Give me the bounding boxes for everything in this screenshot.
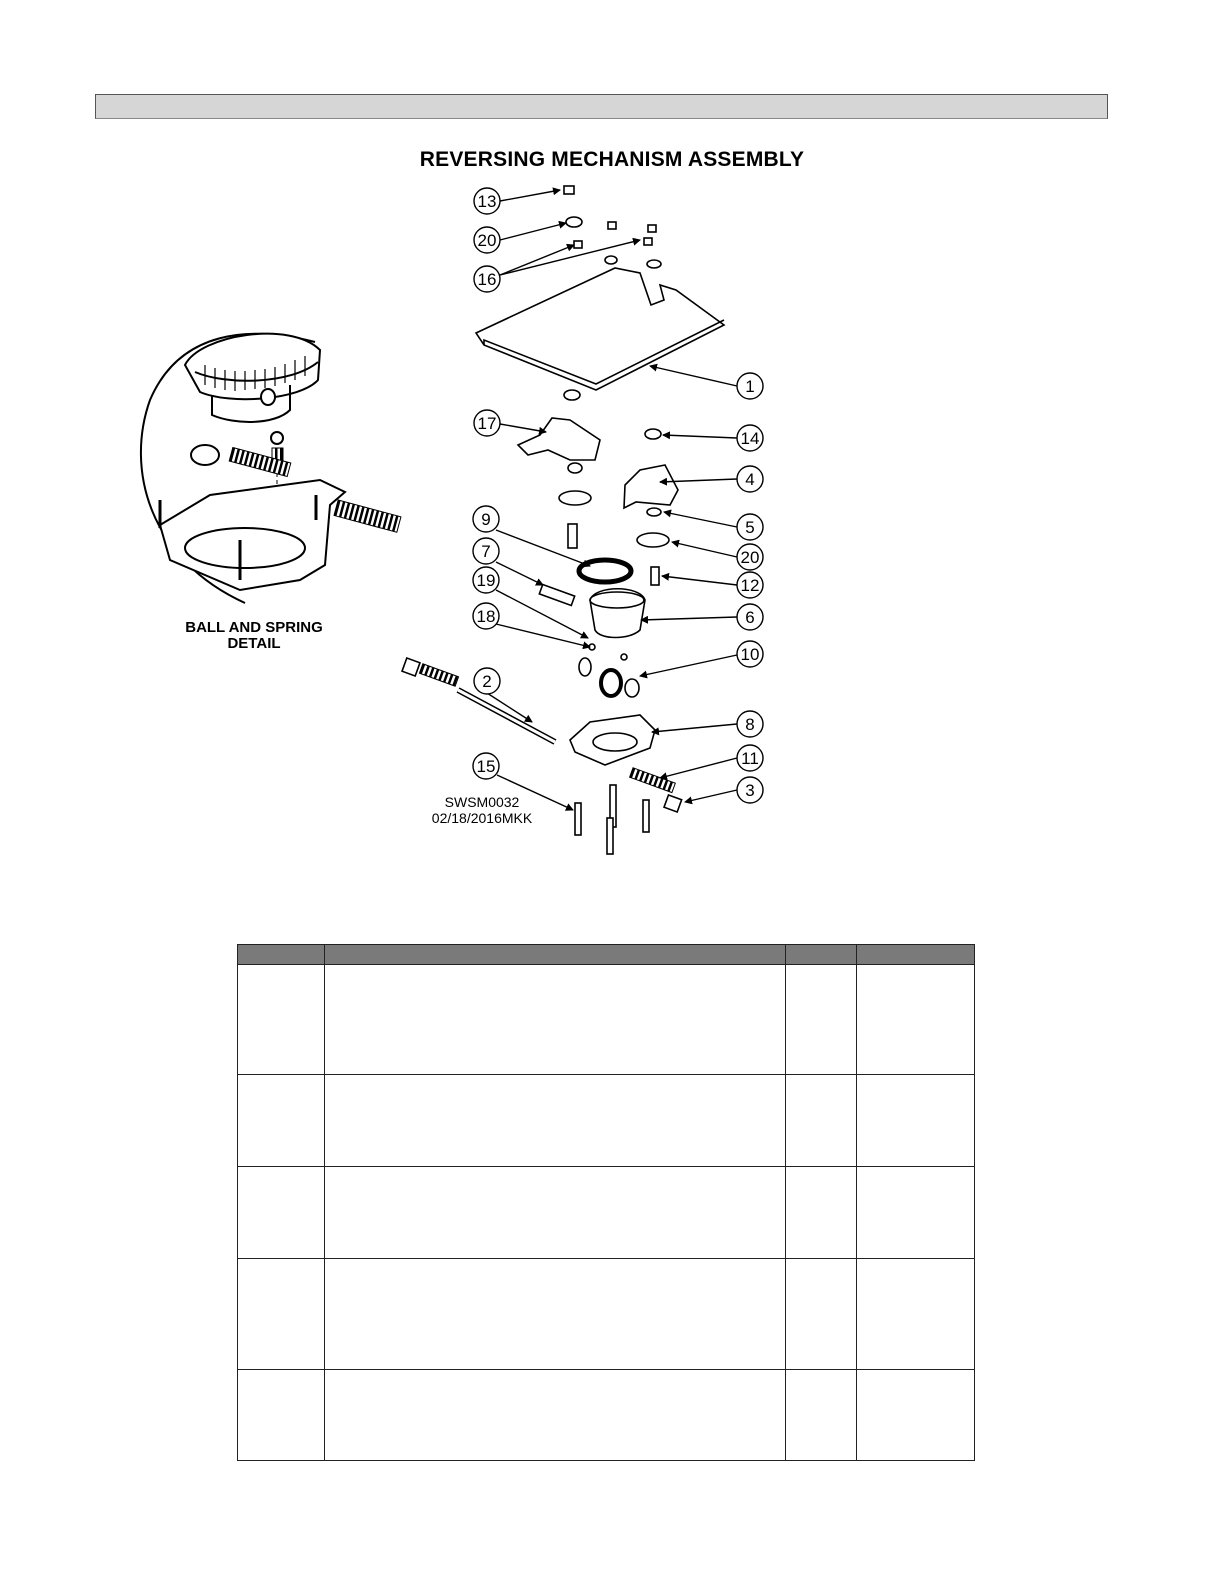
callout-bubble: [473, 753, 499, 779]
callout-label: 18: [476, 607, 496, 626]
callout-label: 8: [745, 715, 755, 734]
detail-label-line1: BALL AND SPRING: [185, 619, 323, 636]
callout-bubble: [473, 567, 499, 593]
table-cell: [324, 1259, 785, 1370]
table-cell: [238, 1370, 325, 1461]
callout-bubble: [474, 266, 500, 292]
callout-bubble: [737, 777, 763, 803]
table-row: [238, 1259, 975, 1370]
gear-sector: [624, 465, 678, 508]
table-row: [238, 1075, 975, 1167]
table-cell: [785, 1075, 857, 1167]
table-row: [238, 1167, 975, 1259]
callout-label: 9: [481, 510, 491, 529]
table-cell: [324, 1370, 785, 1461]
callout-bubble: [737, 711, 763, 737]
ball-and-spring-detail: [141, 334, 401, 603]
table-cell: [785, 1259, 857, 1370]
callout-bubble: [473, 603, 499, 629]
callout-bubble: [737, 572, 763, 598]
table-cell: [857, 1370, 975, 1461]
table-cell: [785, 965, 857, 1075]
callout-label: 20: [740, 548, 760, 567]
callout-label: 2: [482, 672, 492, 691]
header-cell: [785, 945, 857, 965]
callout-bubble: [737, 373, 763, 399]
gear-6: [590, 589, 645, 638]
header-cell: [857, 945, 975, 965]
top-plate: [476, 268, 724, 390]
table-cell: [238, 1075, 325, 1167]
callout-label: 3: [745, 781, 755, 800]
table-cell: [238, 965, 325, 1075]
header-cell: [238, 945, 325, 965]
callout-bubble: [737, 425, 763, 451]
callout-label: 14: [740, 429, 760, 448]
nut-13-icon: [564, 186, 574, 194]
callout-bubble: [737, 466, 763, 492]
callout-label: 16: [477, 270, 497, 289]
callout-label: 20: [477, 231, 497, 250]
callout-label: 1: [745, 377, 755, 396]
callout-label: 7: [481, 542, 491, 561]
callout-bubble: [737, 604, 763, 630]
header-cell: [324, 945, 785, 965]
callout-bubble: [737, 641, 763, 667]
callout-bubble: [473, 538, 499, 564]
drawing-date: 02/18/2016MKK: [431, 810, 533, 826]
table-cell: [238, 1167, 325, 1259]
callout-bubble: [737, 544, 763, 570]
callout-bubble: [474, 410, 500, 436]
callout-label: 4: [745, 470, 755, 489]
table-row: [238, 1370, 975, 1461]
table-cell: [857, 1167, 975, 1259]
callout-label: 6: [745, 608, 755, 627]
callout-bubble: [474, 188, 500, 214]
callout-label: 5: [745, 518, 755, 537]
callout-bubble: [737, 514, 763, 540]
detail-label-line2: DETAIL: [227, 635, 281, 652]
table-cell: [324, 1167, 785, 1259]
callout-bubble: [737, 745, 763, 771]
parts-table: [237, 944, 975, 1461]
table-cell: [857, 1259, 975, 1370]
lever-plate: [518, 418, 600, 460]
callout-label: 10: [740, 645, 760, 664]
callout-bubble: [474, 668, 500, 694]
callout-bubble: [474, 227, 500, 253]
table-cell: [857, 1075, 975, 1167]
parts-table-header-row: [238, 945, 975, 965]
table-cell: [324, 965, 785, 1075]
drawing-number: SWSM0032: [444, 794, 520, 810]
callout-label: 19: [476, 571, 496, 590]
washer-20-icon: [566, 217, 582, 227]
callout-label: 13: [477, 192, 497, 211]
table-row: [238, 965, 975, 1075]
callout-bubble: [473, 506, 499, 532]
callout-label: 12: [740, 576, 760, 595]
table-cell: [857, 965, 975, 1075]
page-title: REVERSING MECHANISM ASSEMBLY: [419, 148, 805, 171]
base-housing: [570, 715, 655, 765]
table-cell: [238, 1259, 325, 1370]
table-cell: [324, 1075, 785, 1167]
callout-label: 17: [477, 414, 497, 433]
table-cell: [785, 1370, 857, 1461]
table-cell: [785, 1167, 857, 1259]
callout-label: 11: [741, 749, 759, 768]
callout-label: 15: [476, 757, 496, 776]
